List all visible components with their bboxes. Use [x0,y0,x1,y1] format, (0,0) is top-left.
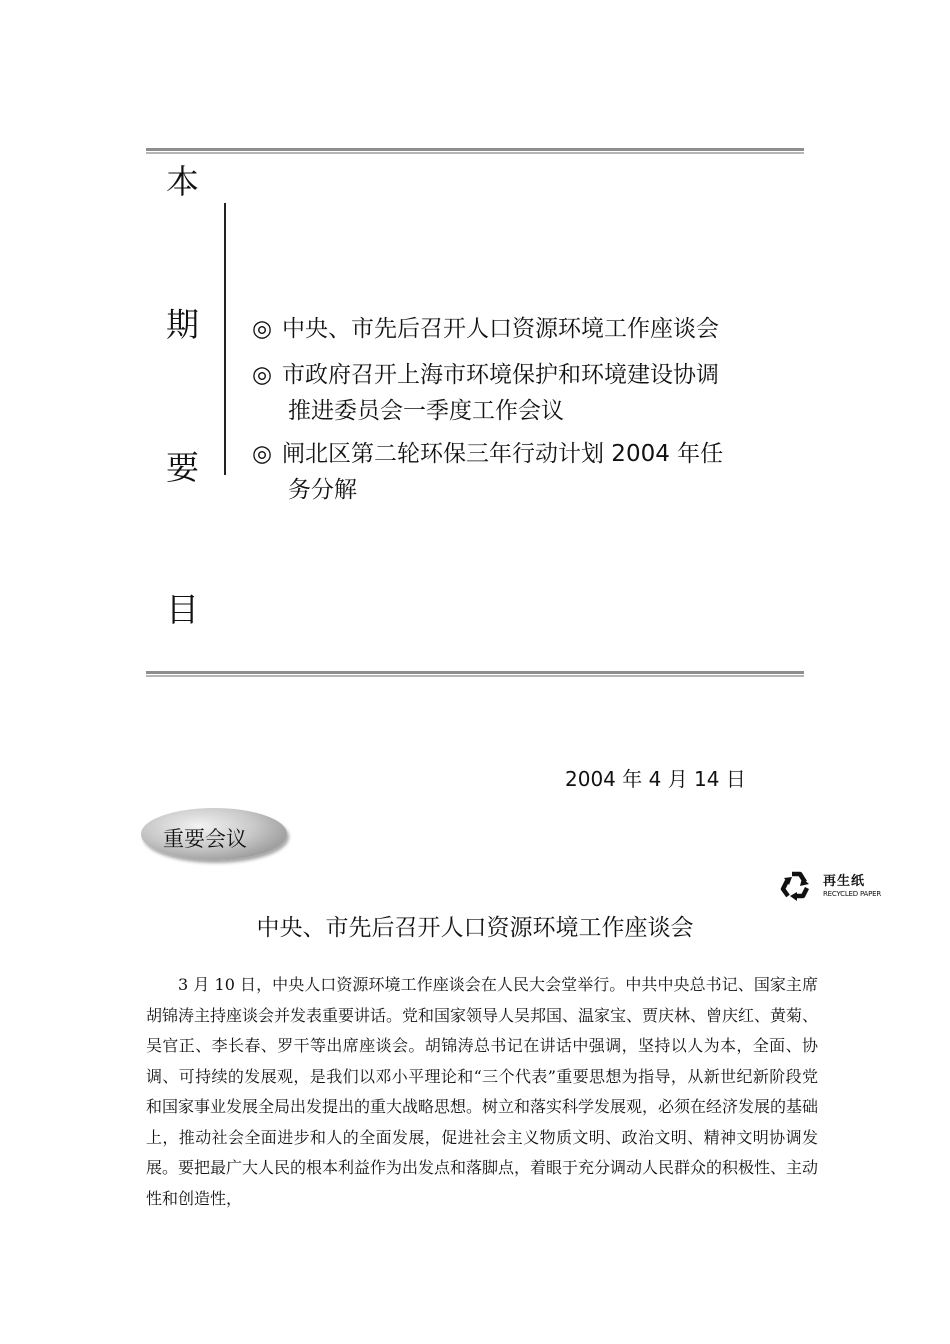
contents-vertical-char-3: 要 [166,448,199,487]
contents-item-2 [252,355,792,431]
contents-item-3 [252,434,792,510]
contents-item-1 [252,309,792,349]
recycled-paper-cn: 再生纸 [823,874,866,889]
contents-divider [224,203,226,475]
issue-date: 2004 年 4 月 14 日 [565,767,746,791]
contents-item-text-cont: 务分解 [288,477,357,503]
article-title: 中央、市先后召开人口资源环境工作座谈会 [256,915,694,941]
bullet-mark: ◎ [252,441,273,467]
contents-item-text: 市政府召开上海市环境保护和环境建设协调 [282,362,719,388]
contents-bottom-rule [146,671,804,677]
recycled-paper-en: RECYCLED PAPER [823,890,882,898]
section-label: 重要会议 [163,827,247,851]
recycle-icon [776,866,816,906]
contents-vertical-char-4: 目 [166,590,199,629]
bullet-mark: ◎ [252,316,273,342]
contents-vertical-char-2: 期 [166,305,199,344]
bullet-mark: ◎ [252,362,273,388]
contents-top-rule [146,148,804,154]
contents-item-text: 闸北区第二轮环保三年行动计划 2004 年任 [282,441,724,467]
contents-item-text-cont: 推进委员会一季度工作会议 [288,398,564,424]
article-body: 3 月 10 日，中央人口资源环境工作座谈会在人民大会堂举行。中共中央总书记、国家主席胡锦涛主持座谈会并发表重要讲话。党和国家领导人吴邦国、温家宝、贾庆林、曾庆红、黄菊、吴官正、李长春、罗干等出席座谈会。胡锦涛总书记在讲话中强调，坚持以人为本，全面、协调、可持续的发展观，是我们以邓小平理论和“三个代表”重要思想为指导，从新世纪新阶段党和国家事业发展全局出发提出的重大战略思想。树立和落实科学发展观，必须在经济发展的基础上，推动社会全面进步和人的全面发展，促进社会主义物质文明、政治文明、精神文明协调发展。要把最广大人民的根本利益作为出发点和落脚点，着眼于充分调动人民群众的积极性、主动性和创造性， [146,975,819,1208]
contents-item-text: 中央、市先后召开人口资源环境工作座谈会 [282,316,719,342]
contents-vertical-char-1: 本 [166,162,199,201]
